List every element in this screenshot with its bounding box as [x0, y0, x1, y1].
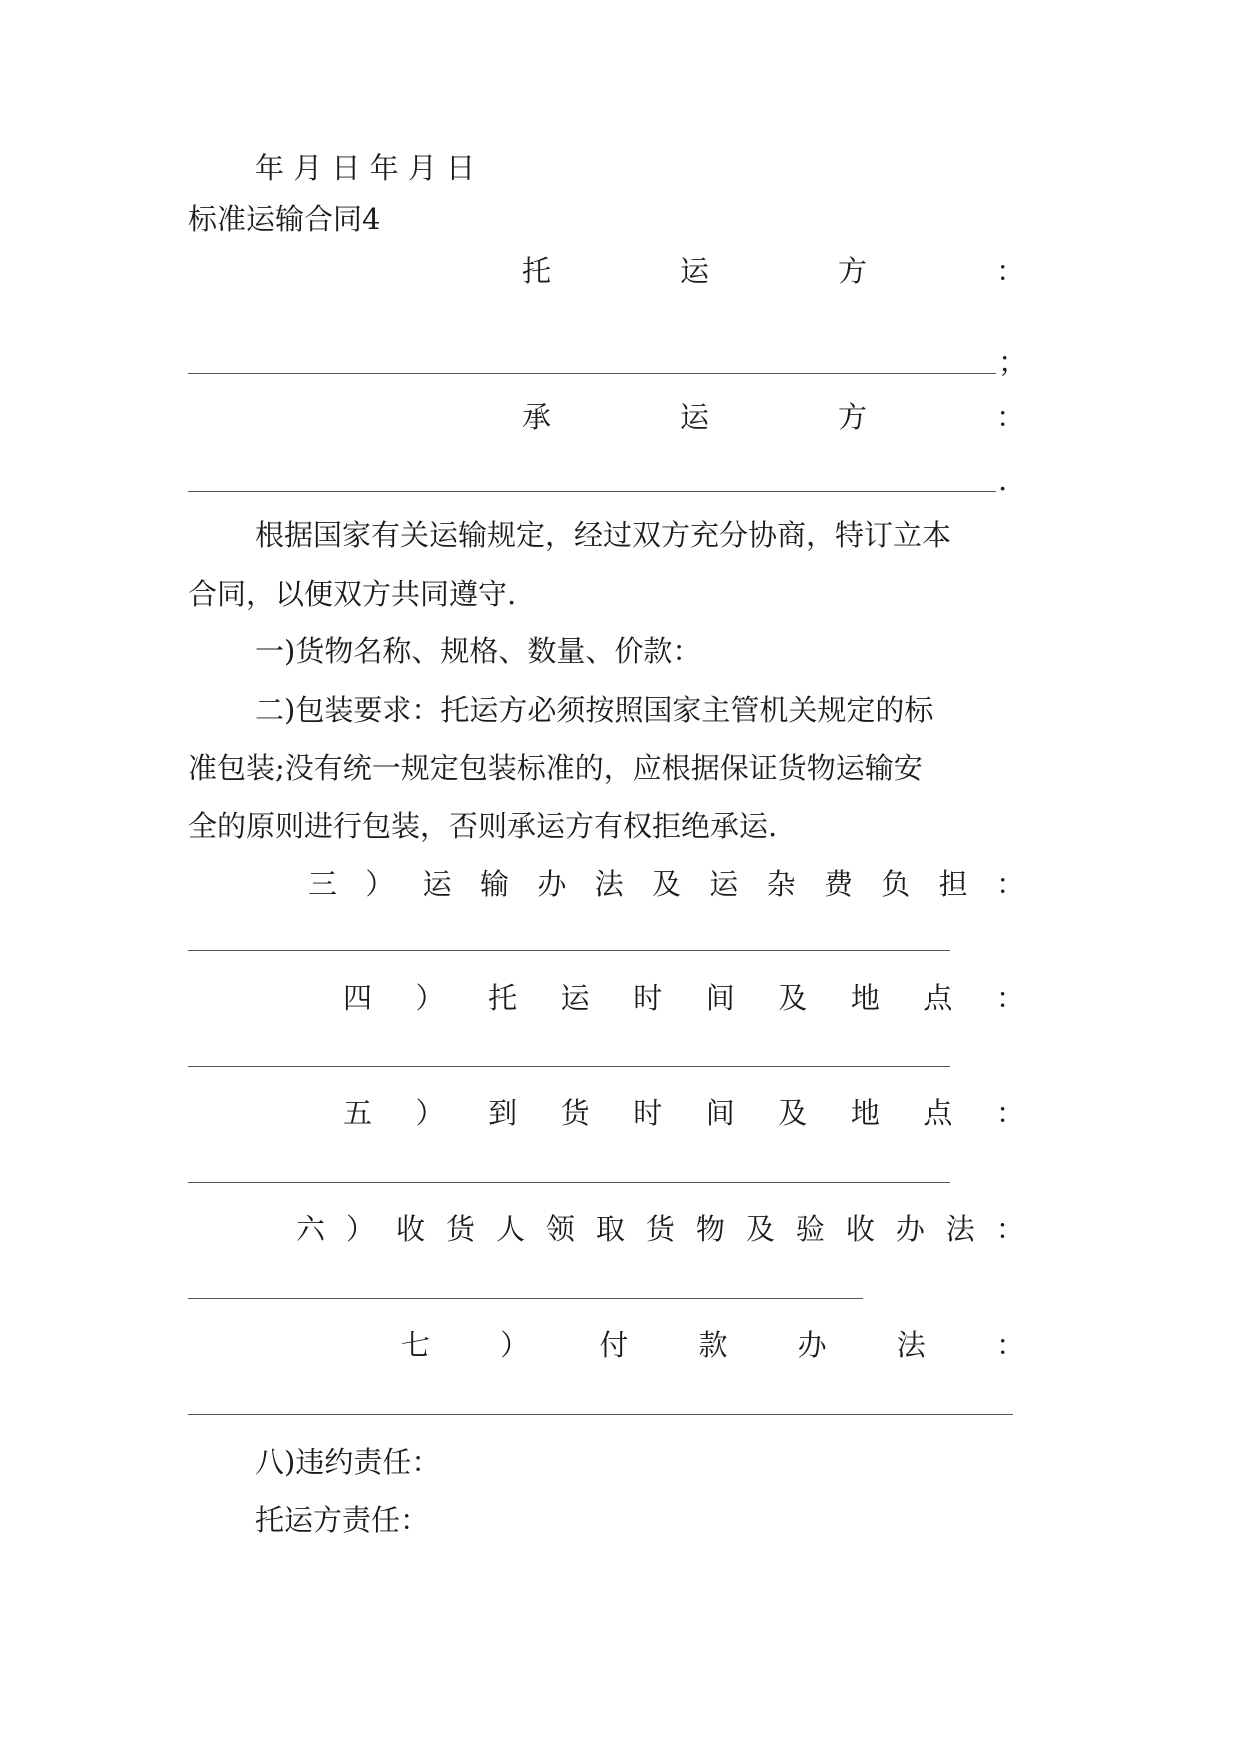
label-char: ： [995, 254, 1025, 288]
shipper-liability-heading: 托运方责任： [255, 1503, 430, 1537]
clause-2-packing-line-1: 二)包装要求：托运方必须按照国家主管机关规定的标 [255, 693, 934, 727]
shipper-blank-line [188, 373, 996, 374]
label-char: 运 [679, 254, 709, 288]
label-char: 托 [522, 254, 552, 288]
label-char: 法 [945, 1212, 975, 1246]
intro-paragraph-line-1: 根据国家有关运输规定，经过双方充分协商，特订立本 [255, 518, 952, 552]
label-char: 四 [343, 981, 373, 1015]
label-char: 托 [488, 981, 518, 1015]
label-char: 点 [923, 981, 953, 1015]
shipper-label [522, 251, 1025, 291]
date-line: 年 月 日 年 月 日 [255, 151, 476, 185]
label-char: 运 [560, 981, 590, 1015]
clause-5-blank-line [188, 1182, 950, 1183]
label-char: 及 [651, 867, 681, 901]
label-char: 点 [923, 1096, 953, 1130]
label-char: 运 [679, 400, 709, 434]
label-char: 办 [797, 1328, 827, 1362]
label-char: ： [995, 1096, 1025, 1130]
clause-3-transport-method [308, 864, 1025, 904]
document-title: 标准运输合同4 [188, 202, 381, 236]
label-char: 时 [633, 981, 663, 1015]
label-char: 货 [445, 1212, 475, 1246]
label-char: 费 [823, 867, 853, 901]
label-char: ： [995, 400, 1025, 434]
label-char: 三 [308, 867, 338, 901]
label-char: ） [500, 1328, 530, 1362]
label-char: 办 [537, 867, 567, 901]
clause-1-goods: 一)货物名称、规格、数量、价款： [255, 634, 702, 668]
label-char: 办 [895, 1212, 925, 1246]
label-char: 物 [695, 1212, 725, 1246]
clause-2-packing-line-3: 全的原则进行包装，否则承运方有权拒绝承运. [188, 809, 778, 843]
label-char: 输 [479, 867, 509, 901]
label-char: 五 [343, 1096, 373, 1130]
label-char: 领 [545, 1212, 575, 1246]
clause-2-packing-line-2: 准包装;没有统一规定包装标准的，应根据保证货物运输安 [188, 751, 923, 785]
clause-7-blank-line [188, 1414, 1013, 1415]
carrier-blank-end: . [998, 463, 1008, 497]
label-char: 承 [522, 400, 552, 434]
label-char: 时 [633, 1096, 663, 1130]
label-char: 人 [495, 1212, 525, 1246]
label-char: 地 [850, 1096, 880, 1130]
label-char: 地 [850, 981, 880, 1015]
label-char: 法 [896, 1328, 926, 1362]
carrier-blank-line [188, 491, 996, 492]
label-char: 七 [401, 1328, 431, 1362]
label-char: ） [345, 1212, 375, 1246]
label-char: 付 [599, 1328, 629, 1362]
label-char: 收 [845, 1212, 875, 1246]
carrier-label [522, 397, 1025, 437]
label-char: ） [365, 867, 395, 901]
label-char: ： [995, 867, 1025, 901]
clause-8-liability: 八)违约责任： [255, 1445, 441, 1479]
clause-4-shipping-time-place [343, 978, 1025, 1018]
label-char: 货 [560, 1096, 590, 1130]
label-char: 六 [296, 1212, 326, 1246]
label-char: 间 [705, 981, 735, 1015]
label-char: 运 [422, 867, 452, 901]
label-char: 间 [705, 1096, 735, 1130]
label-char: 到 [488, 1096, 518, 1130]
intro-paragraph-line-2: 合同，以便双方共同遵守. [188, 577, 517, 611]
label-char: ） [415, 1096, 445, 1130]
clause-7-payment-method [401, 1325, 1025, 1365]
clause-6-blank-line [188, 1298, 863, 1299]
label-char: ： [995, 981, 1025, 1015]
label-char: 杂 [766, 867, 796, 901]
label-char: ） [415, 981, 445, 1015]
label-char: 货 [645, 1212, 675, 1246]
label-char: 取 [595, 1212, 625, 1246]
clause-6-receiving-inspection [296, 1209, 1025, 1249]
clause-3-blank-line [188, 950, 950, 951]
label-char: 担 [938, 867, 968, 901]
label-char: 及 [778, 981, 808, 1015]
label-char: 收 [395, 1212, 425, 1246]
clause-5-arrival-time-place [343, 1093, 1025, 1133]
label-char: 负 [881, 867, 911, 901]
clause-4-blank-line [188, 1066, 950, 1067]
label-char: 验 [795, 1212, 825, 1246]
label-char: 及 [778, 1096, 808, 1130]
label-char: ： [995, 1328, 1025, 1362]
label-char: 方 [837, 400, 867, 434]
label-char: ： [995, 1212, 1025, 1246]
label-char: 及 [745, 1212, 775, 1246]
label-char: 运 [709, 867, 739, 901]
shipper-blank-end: ； [998, 345, 1028, 379]
label-char: 法 [594, 867, 624, 901]
label-char: 款 [698, 1328, 728, 1362]
label-char: 方 [837, 254, 867, 288]
